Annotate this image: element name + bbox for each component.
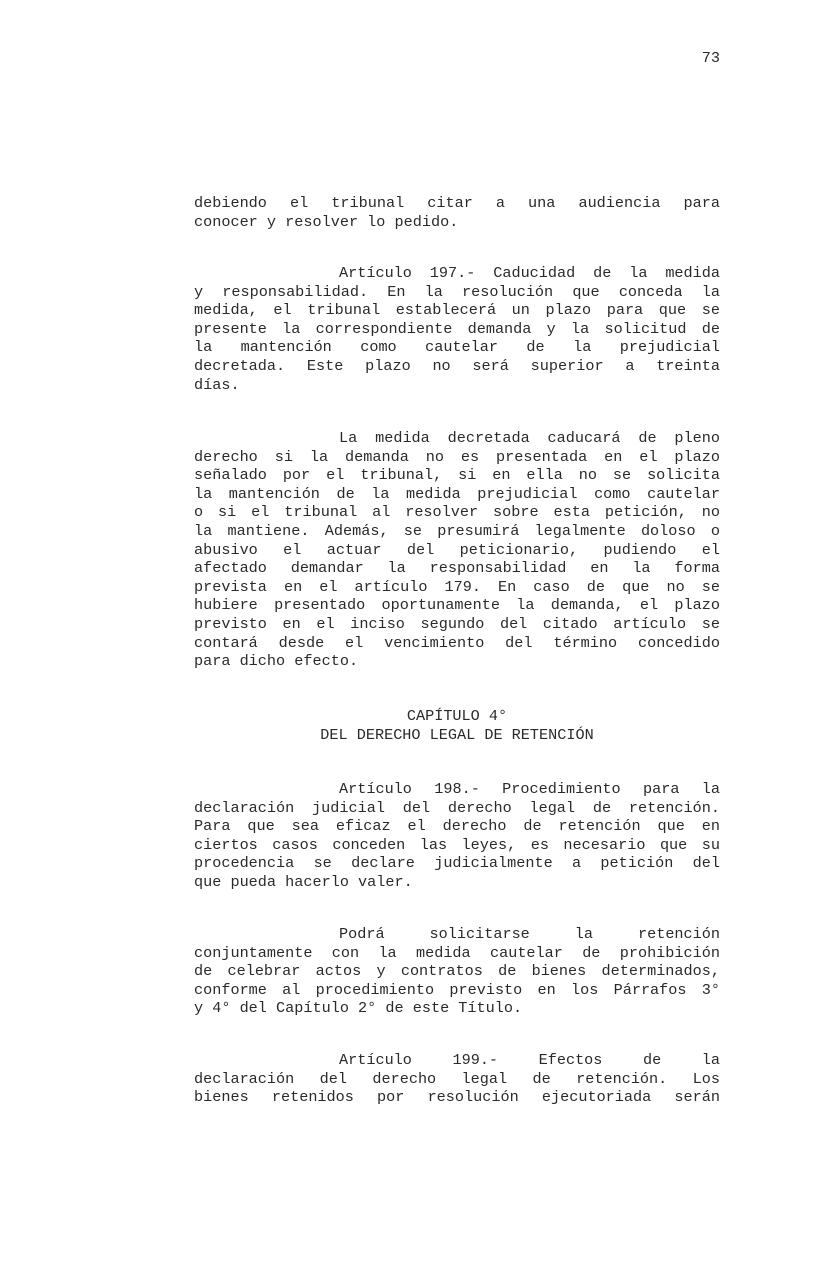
- text-line: contará desde el vencimiento del término concedido: [194, 633, 720, 652]
- article-198: [194, 780, 720, 892]
- text-line: debiendo el tribunal citar a una audiencia para: [194, 194, 720, 212]
- text-line: y responsabilidad. En la resolución que conceda la: [194, 282, 720, 301]
- text-line: derecho si la demanda no es presentada en el plazo: [194, 447, 720, 466]
- text-line: días.: [194, 375, 240, 394]
- text-line: decretada. Este plazo no será superior a treinta: [194, 356, 720, 375]
- page-number: 73: [701, 49, 720, 67]
- text-line: que pueda hacerlo valer.: [194, 872, 413, 891]
- text-line: prevista en el artículo 179. En caso de que no se: [194, 577, 720, 596]
- text-line: para dicho efecto.: [194, 652, 359, 671]
- text-line: previsto en el inciso segundo del citado artículo se: [194, 614, 720, 633]
- text-line: Artículo 198.- Procedimiento para la: [339, 780, 720, 798]
- paragraph-continuation: [194, 194, 720, 231]
- text-line: y 4° del Capítulo 2° de este Título.: [194, 999, 523, 1018]
- text-line: ciertos casos conceden las leyes, es necesario que su: [194, 835, 720, 854]
- text-line: Artículo 199.- Efectos de la: [339, 1051, 720, 1069]
- article-197: [194, 264, 720, 394]
- text-line: la mantención como cautelar de la prejudicial: [194, 338, 720, 357]
- chapter-number: CAPÍTULO 4°: [406, 707, 508, 725]
- text-line: bienes retenidos por resolución ejecutoriada serán: [194, 1088, 720, 1107]
- text-line: presente la correspondiente demanda y la solicitud de: [194, 319, 720, 338]
- text-line: Para que sea eficaz el derecho de retención que en: [194, 817, 720, 836]
- chapter-title: DEL DERECHO LEGAL DE RETENCIÓN: [320, 725, 594, 744]
- text-line: conforme al procedimiento previsto en los Párrafos 3°: [194, 980, 720, 999]
- text-line: abusivo el actuar del peticionario, pudiendo el: [194, 540, 720, 559]
- text-line: conjuntamente con la medida cautelar de prohibición: [194, 943, 720, 962]
- text-line: declaración del derecho legal de retención. Los: [194, 1069, 720, 1088]
- paragraph-caducidad: [194, 429, 720, 671]
- text-line: hubiere presentado oportunamente la demanda, el plazo: [194, 596, 720, 615]
- text-line: medida, el tribunal establecerá un plazo para que se: [194, 301, 720, 320]
- text-line: señalado por el tribunal, si en ella no se solicita: [194, 466, 720, 485]
- text-line: la mantención de la medida prejudicial como cautelar: [194, 484, 720, 503]
- text-line: conocer y resolver lo pedido.: [194, 212, 459, 231]
- text-line: o si el tribunal al resolver sobre esta petición, no: [194, 503, 720, 522]
- chapter-heading: [194, 707, 720, 744]
- article-199: [194, 1051, 720, 1107]
- text-line: de celebrar actos y contratos de bienes determinados,: [194, 962, 720, 981]
- text-line: Podrá solicitarse la retención: [339, 925, 720, 943]
- text-line: afectado demandar la responsabilidad en la forma: [194, 559, 720, 578]
- paragraph-retencion: [194, 925, 720, 1018]
- text-line: declaración judicial del derecho legal de retención.: [194, 798, 720, 817]
- text-line: la mantiene. Además, se presumirá legalmente doloso o: [194, 521, 720, 540]
- text-line: Artículo 197.- Caducidad de la medida: [339, 264, 720, 282]
- text-line: La medida decretada caducará de pleno: [339, 429, 720, 447]
- text-line: procedencia se declare judicialmente a petición del: [194, 854, 720, 873]
